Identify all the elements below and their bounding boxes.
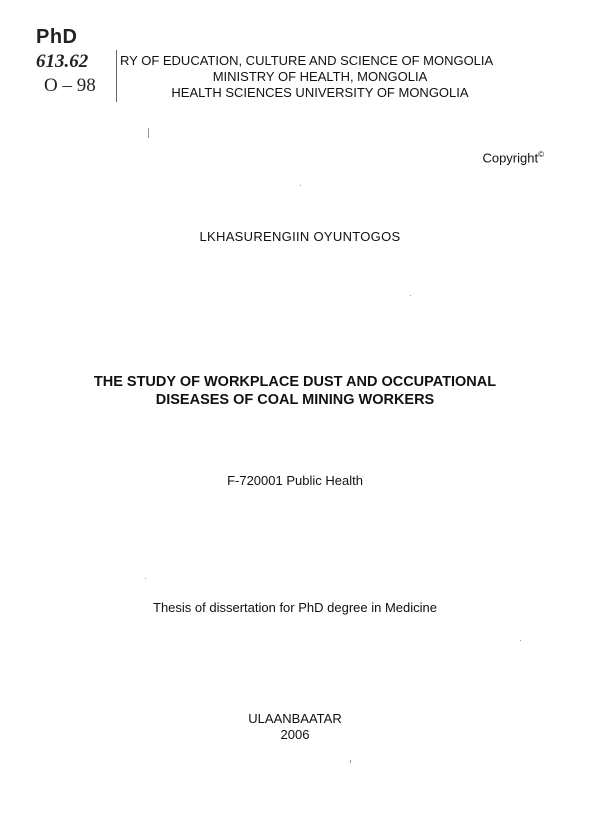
- copyright-symbol: ©: [538, 150, 544, 159]
- university-name: HEALTH SCIENCES UNIVERSITY OF MONGOLIA: [171, 85, 469, 100]
- thesis-title-line2: DISEASES OF COAL MINING WORKERS: [155, 392, 435, 408]
- specialty-code: F-720001 Public Health: [227, 473, 363, 488]
- scan-speck: [148, 128, 149, 138]
- degree-label: PhD: [36, 26, 78, 48]
- library-call-number-stamp: [36, 26, 96, 97]
- thesis-title: [0, 373, 590, 409]
- scan-speck: [145, 578, 146, 579]
- scan-speck: [410, 295, 411, 296]
- thesis-note: Thesis of dissertation for PhD degree in Medicine: [153, 600, 437, 615]
- thesis-title-line1: THE STUDY OF WORKPLACE DUST AND OCCUPATIONAL: [93, 374, 497, 390]
- call-number-line2: O – 98: [44, 75, 96, 96]
- copyright-notice: [482, 150, 544, 165]
- year: 2006: [280, 727, 310, 742]
- place-and-year: [0, 711, 590, 743]
- call-number-line1: 613.62: [36, 51, 89, 72]
- author-name: LKHASURENGIIN OYUNTOGOS: [199, 229, 401, 244]
- ministry-health: MINISTRY OF HEALTH, MONGOLIA: [212, 69, 428, 84]
- scan-speck: [300, 185, 301, 186]
- ministry-education: RY OF EDUCATION, CULTURE AND SCIENCE OF MONGOLIA: [120, 53, 494, 68]
- stamp-divider: [116, 50, 117, 102]
- city-name: ULAANBAATAR: [248, 711, 342, 726]
- copyright-label: Copyright: [482, 150, 539, 166]
- institution-header: [120, 53, 520, 101]
- scan-speck: [350, 760, 351, 763]
- scan-speck: [520, 640, 521, 641]
